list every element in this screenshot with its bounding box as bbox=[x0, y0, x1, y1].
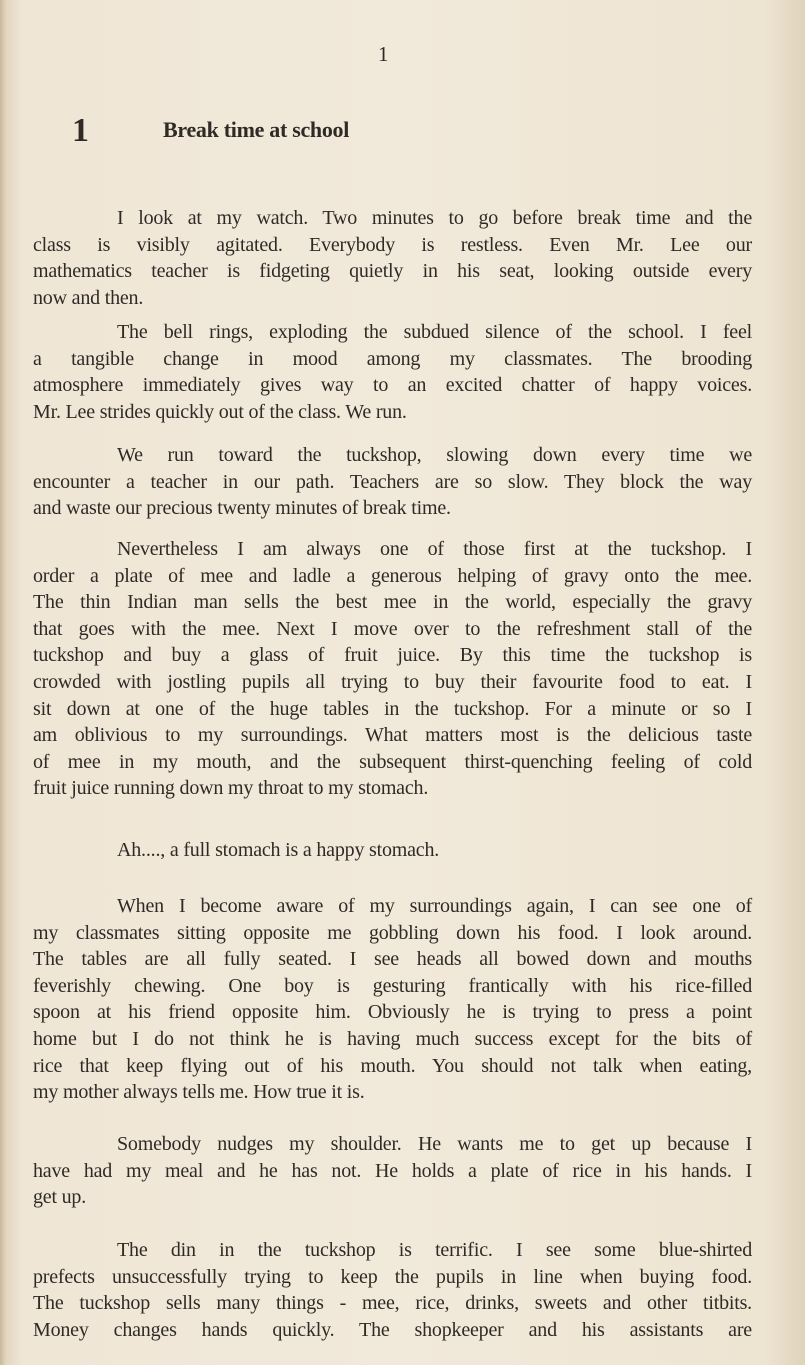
text-line: am oblivious to my surroundings. What matters most is the delicious taste bbox=[33, 724, 752, 747]
paragraph bbox=[33, 893, 752, 1106]
text-line: When I become aware of my surroundings again, I can see one of bbox=[117, 895, 752, 917]
text-line: now and then. bbox=[33, 286, 144, 309]
text-line: order a plate of mee and ladle a generous helping of gravy onto the mee. bbox=[33, 564, 752, 587]
chapter-title: Break time at school bbox=[163, 117, 350, 142]
text-line: that goes with the mee. Next I move over to the refreshment stall of the bbox=[33, 617, 752, 640]
text-line: sit down at one of the huge tables in the tuckshop. For a minute or so I bbox=[33, 697, 752, 720]
text-line: class is visibly agitated. Everybody is restless. Even Mr. Lee our bbox=[33, 233, 752, 256]
text-line: feverishly chewing. One boy is gesturing frantically with his rice-filled bbox=[33, 974, 752, 997]
text-line: encounter a teacher in our path. Teachers are so slow. They block the way bbox=[33, 470, 752, 493]
text-line: prefects unsuccessfully trying to keep the pupils in line when buying food. bbox=[33, 1265, 752, 1288]
page-number: 1 bbox=[378, 42, 389, 66]
text-line: and waste our precious twenty minutes of break time. bbox=[33, 497, 451, 520]
text-line: crowded with jostling pupils all trying to buy their favourite food to eat. I bbox=[33, 670, 752, 693]
paragraph bbox=[33, 319, 752, 425]
text-line: my mother always tells me. How true it is. bbox=[33, 1081, 365, 1104]
paragraph bbox=[33, 442, 752, 522]
text-line: atmosphere immediately gives way to an excited chatter of happy voices. bbox=[33, 374, 752, 397]
text-line: The thin Indian man sells the best mee in the world, especially the gravy bbox=[33, 591, 752, 614]
text-line: of mee in my mouth, and the subsequent thirst-quenching feeling of cold bbox=[33, 750, 752, 773]
paragraph bbox=[33, 1237, 752, 1343]
text-line: Nevertheless I am always one of those first at the tuckshop. I bbox=[117, 538, 752, 560]
text-line: my classmates sitting opposite me gobbling down his food. I look around. bbox=[33, 921, 752, 944]
text-line: Somebody nudges my shoulder. He wants me to get up because I bbox=[117, 1133, 752, 1155]
text-line: Ah...., a full stomach is a happy stomach. bbox=[117, 839, 440, 861]
paragraph bbox=[33, 536, 752, 802]
text-line: We run toward the tuckshop, slowing down every time we bbox=[117, 444, 752, 466]
text-line: mathematics teacher is fidgeting quietly in his seat, looking outside every bbox=[33, 260, 752, 283]
text-line: The tables are all fully seated. I see heads all bowed down and mouths bbox=[33, 948, 752, 971]
text-line: Mr. Lee strides quickly out of the class. We run. bbox=[33, 400, 407, 423]
text-line: home but I do not think he is having much success except for the bits of bbox=[33, 1027, 752, 1050]
text-line: rice that keep flying out of his mouth. You should not talk when eating, bbox=[33, 1054, 752, 1077]
chapter-number: 1 bbox=[72, 112, 89, 149]
text-line: fruit juice running down my throat to my stomach. bbox=[33, 777, 429, 800]
text-line: The tuckshop sells many things - mee, rice, drinks, sweets and other titbits. bbox=[33, 1292, 752, 1315]
paragraph bbox=[33, 837, 752, 864]
text-line: spoon at his friend opposite him. Obviously he is trying to press a point bbox=[33, 1001, 752, 1024]
paragraph bbox=[33, 205, 752, 311]
text-line: get up. bbox=[33, 1186, 87, 1209]
text-line: The din in the tuckshop is terrific. I see some blue-shirted bbox=[117, 1239, 752, 1261]
text-line: Money changes hands quickly. The shopkeeper and his assistants are bbox=[33, 1318, 752, 1341]
text-line: have had my meal and he has not. He holds a plate of rice in his hands. I bbox=[33, 1159, 752, 1182]
paragraph bbox=[33, 1131, 752, 1211]
text-line: I look at my watch. Two minutes to go before break time and the bbox=[117, 207, 752, 229]
text-line: a tangible change in mood among my classmates. The brooding bbox=[33, 347, 752, 370]
text-line: The bell rings, exploding the subdued silence of the school. I feel bbox=[117, 321, 752, 343]
text-line: tuckshop and buy a glass of fruit juice. By this time the tuckshop is bbox=[33, 644, 752, 667]
